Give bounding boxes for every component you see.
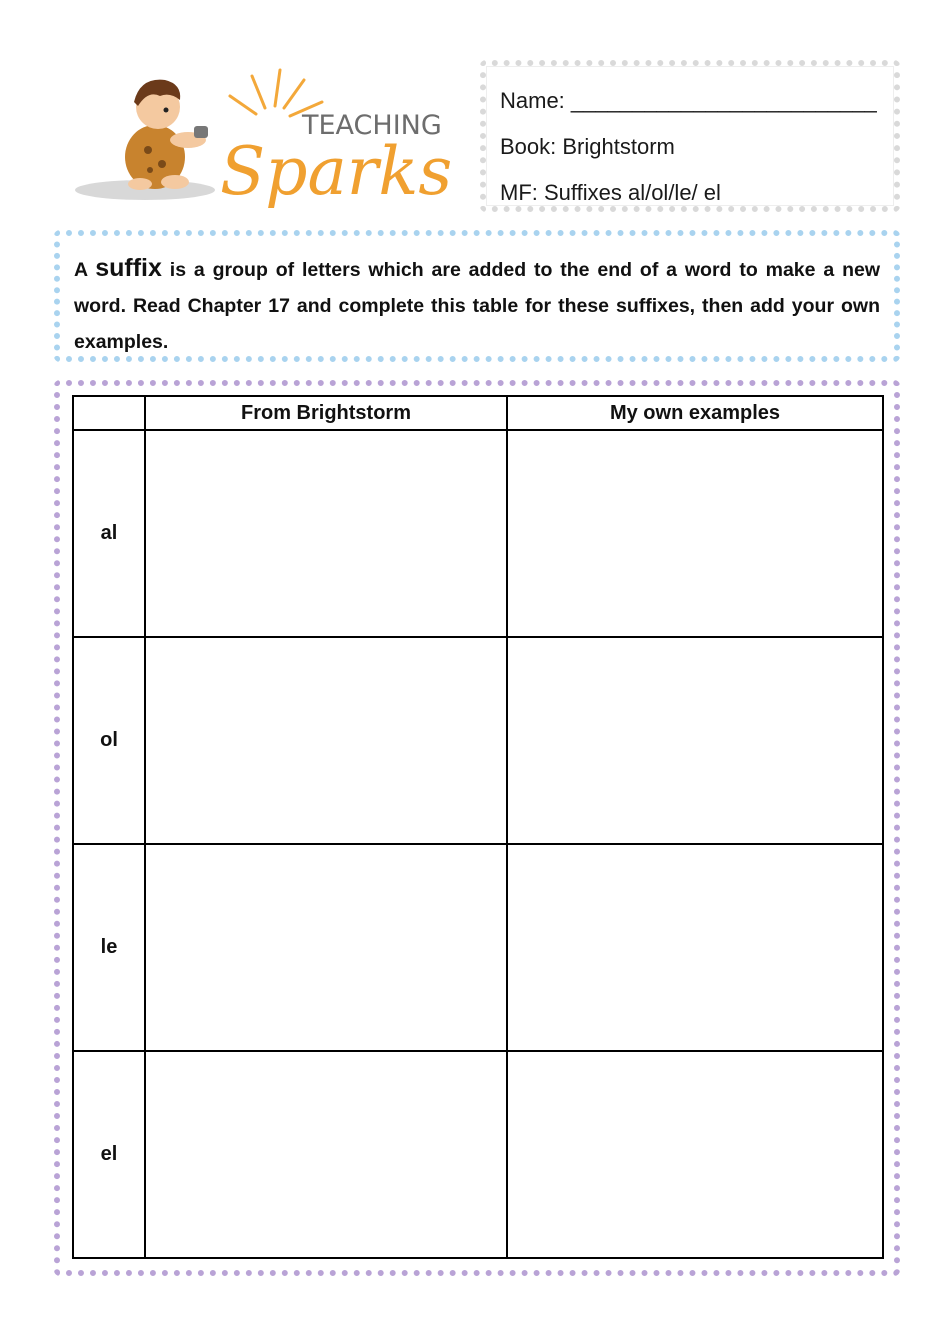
name-line[interactable]: Name: _________________________ (500, 88, 877, 113)
row-label-ol: ol (73, 637, 145, 844)
cell-own-examples-al[interactable] (507, 430, 883, 637)
book-line: Book: Brightstorm (500, 134, 675, 159)
table-row (73, 430, 883, 637)
header-own-examples: My own examples (507, 396, 883, 430)
row-label-al: al (73, 430, 145, 637)
teaching-sparks-logo (70, 62, 450, 212)
row-label-le: le (73, 844, 145, 1051)
table-header-row (73, 396, 883, 430)
student-info-box (480, 60, 900, 212)
intro-keyword: suffix (95, 254, 162, 282)
logo-text-sparks: Sparks (220, 133, 450, 210)
cell-own-examples-le[interactable] (507, 844, 883, 1051)
instructions-box (54, 230, 900, 362)
row-label-el: el (73, 1051, 145, 1258)
intro-rest: is a group of letters which are added to the end of a word to make a new word. Read Chapter 17 and complete this table for these suffixes, then add your own examples. (74, 259, 880, 353)
table-row (73, 637, 883, 844)
mf-line: MF: Suffixes al/ol/le/ el (500, 180, 721, 205)
cell-from-brightstorm-al[interactable] (145, 430, 507, 637)
header-from-brightstorm: From Brightstorm (145, 396, 507, 430)
cell-from-brightstorm-ol[interactable] (145, 637, 507, 844)
header-blank (73, 396, 145, 430)
table-row (73, 844, 883, 1051)
cell-from-brightstorm-le[interactable] (145, 844, 507, 1051)
cell-own-examples-el[interactable] (507, 1051, 883, 1258)
caveman-mascot-icon (70, 62, 450, 212)
suffix-table (72, 395, 884, 1259)
logo-text-teaching: TEACHING (302, 110, 442, 141)
intro-lead: A (74, 259, 96, 281)
cell-own-examples-ol[interactable] (507, 637, 883, 844)
cell-from-brightstorm-el[interactable] (145, 1051, 507, 1258)
table-row (73, 1051, 883, 1258)
